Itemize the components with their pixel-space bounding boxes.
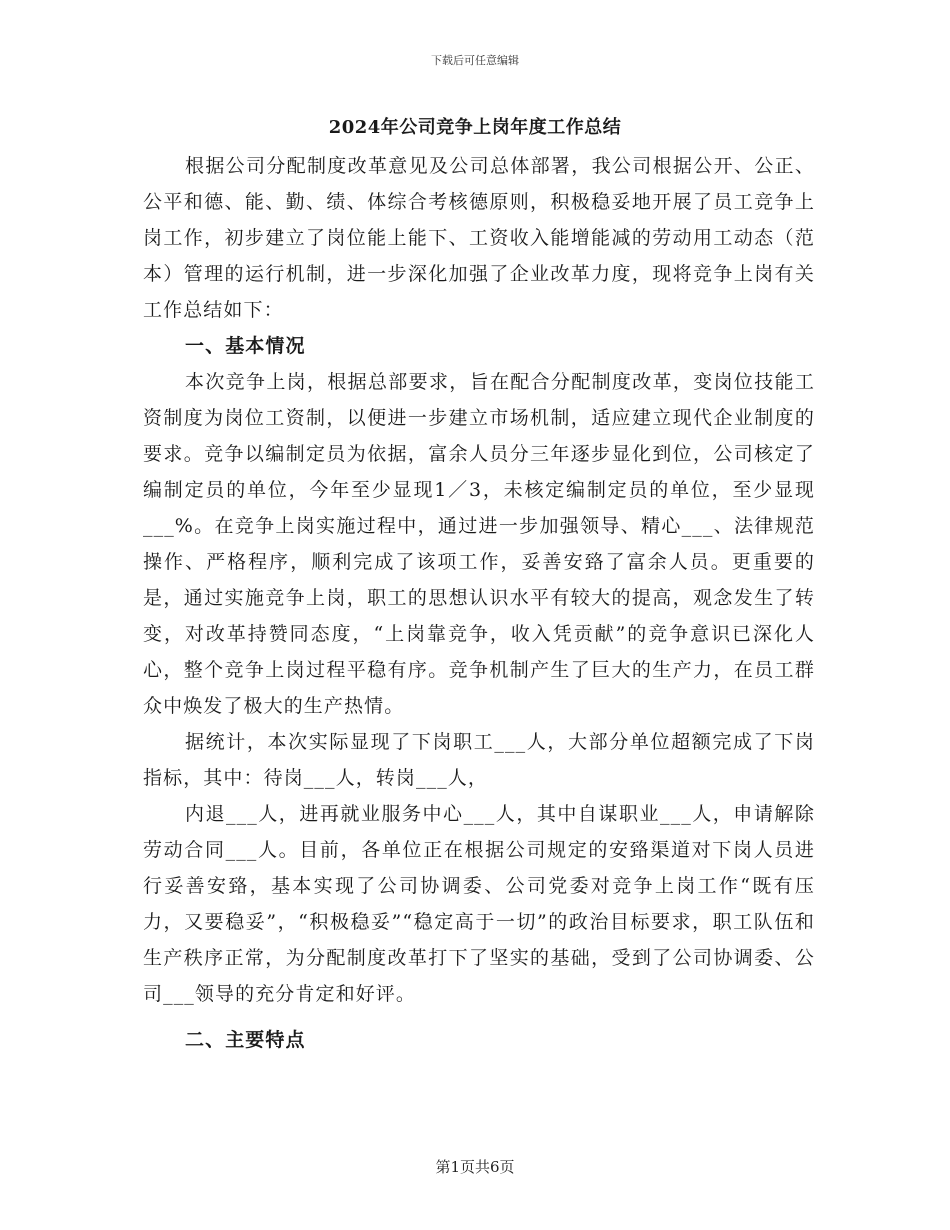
- section1-paragraph-1: 本次竞争上岗，根据总部要求，旨在配合分配制度改革，变岗位技能工资制度为岗位工资制，以便进一步建立市场机制，适应建立现代企业制度的要求。竞争以编制定员为依据，富余人员分三年逐步显化到位，公司核定了编制定员的单位，今年至少显现1／3，未核定编制定员的单位，至少显现___%。在竞争上岗实施过程中，通过进一步加强领导、精心___、法律规范操作、严格程序，顺利完成了该项工作，妥善安臵了富余人员。更重要的是，通过实施竞争上岗，职工的思想认识水平有较大的提高，观念发生了转变，对改革持赞同态度，“上岗靠竞争，收入凭贡献”的竞争意识已深化人心，整个竞争上岗过程平稳有序。竞争机制产生了巨大的生产力，在员工群众中焕发了极大的生产热情。: [143, 371, 815, 717]
- section-heading-basic-situation: 一、基本情况: [185, 335, 306, 357]
- section-heading-main-features: 二、主要特点: [185, 1029, 306, 1051]
- page-header-note: 下载后可任意编辑: [431, 54, 519, 67]
- section1-paragraph-2: 据统计，本次实际显现了下岗职工___人，大部分单位超额完成了下岗指标，其中：待岗___人，转岗___人，: [143, 731, 815, 789]
- section1-paragraph-3: 内退___人，进再就业服务中心___人，其中自谋职业___人，申请解除劳动合同___人。目前，各单位正在根据公司规定的安臵渠道对下岗人员进行妥善安臵，基本实现了公司协调委、公司党委对竞争上岗工作“既有压力，又要稳妥”，“积极稳妥”“稳定高于一切”的政治目标要求，职工队伍和生产秩序正常，为分配制度改革打下了坚实的基础，受到了公司协调委、公司___领导的充分肯定和好评。: [143, 803, 815, 1005]
- page-number: 第1页共6页: [435, 1158, 515, 1176]
- document-body: [143, 148, 815, 1058]
- intro-paragraph: 根据公司分配制度改革意见及公司总体部署，我公司根据公开、公正、公平和德、能、勤、绩、体综合考核德原则，积极稳妥地开展了员工竞争上岗工作，初步建立了岗位能上能下、工资收入能增能减的劳动用工动态（范本）管理的运行机制，进一步深化加强了企业改革力度，现将竞争上岗有关工作总结如下：: [143, 155, 815, 321]
- document-title: 2024年公司竞争上岗年度工作总结: [328, 117, 622, 138]
